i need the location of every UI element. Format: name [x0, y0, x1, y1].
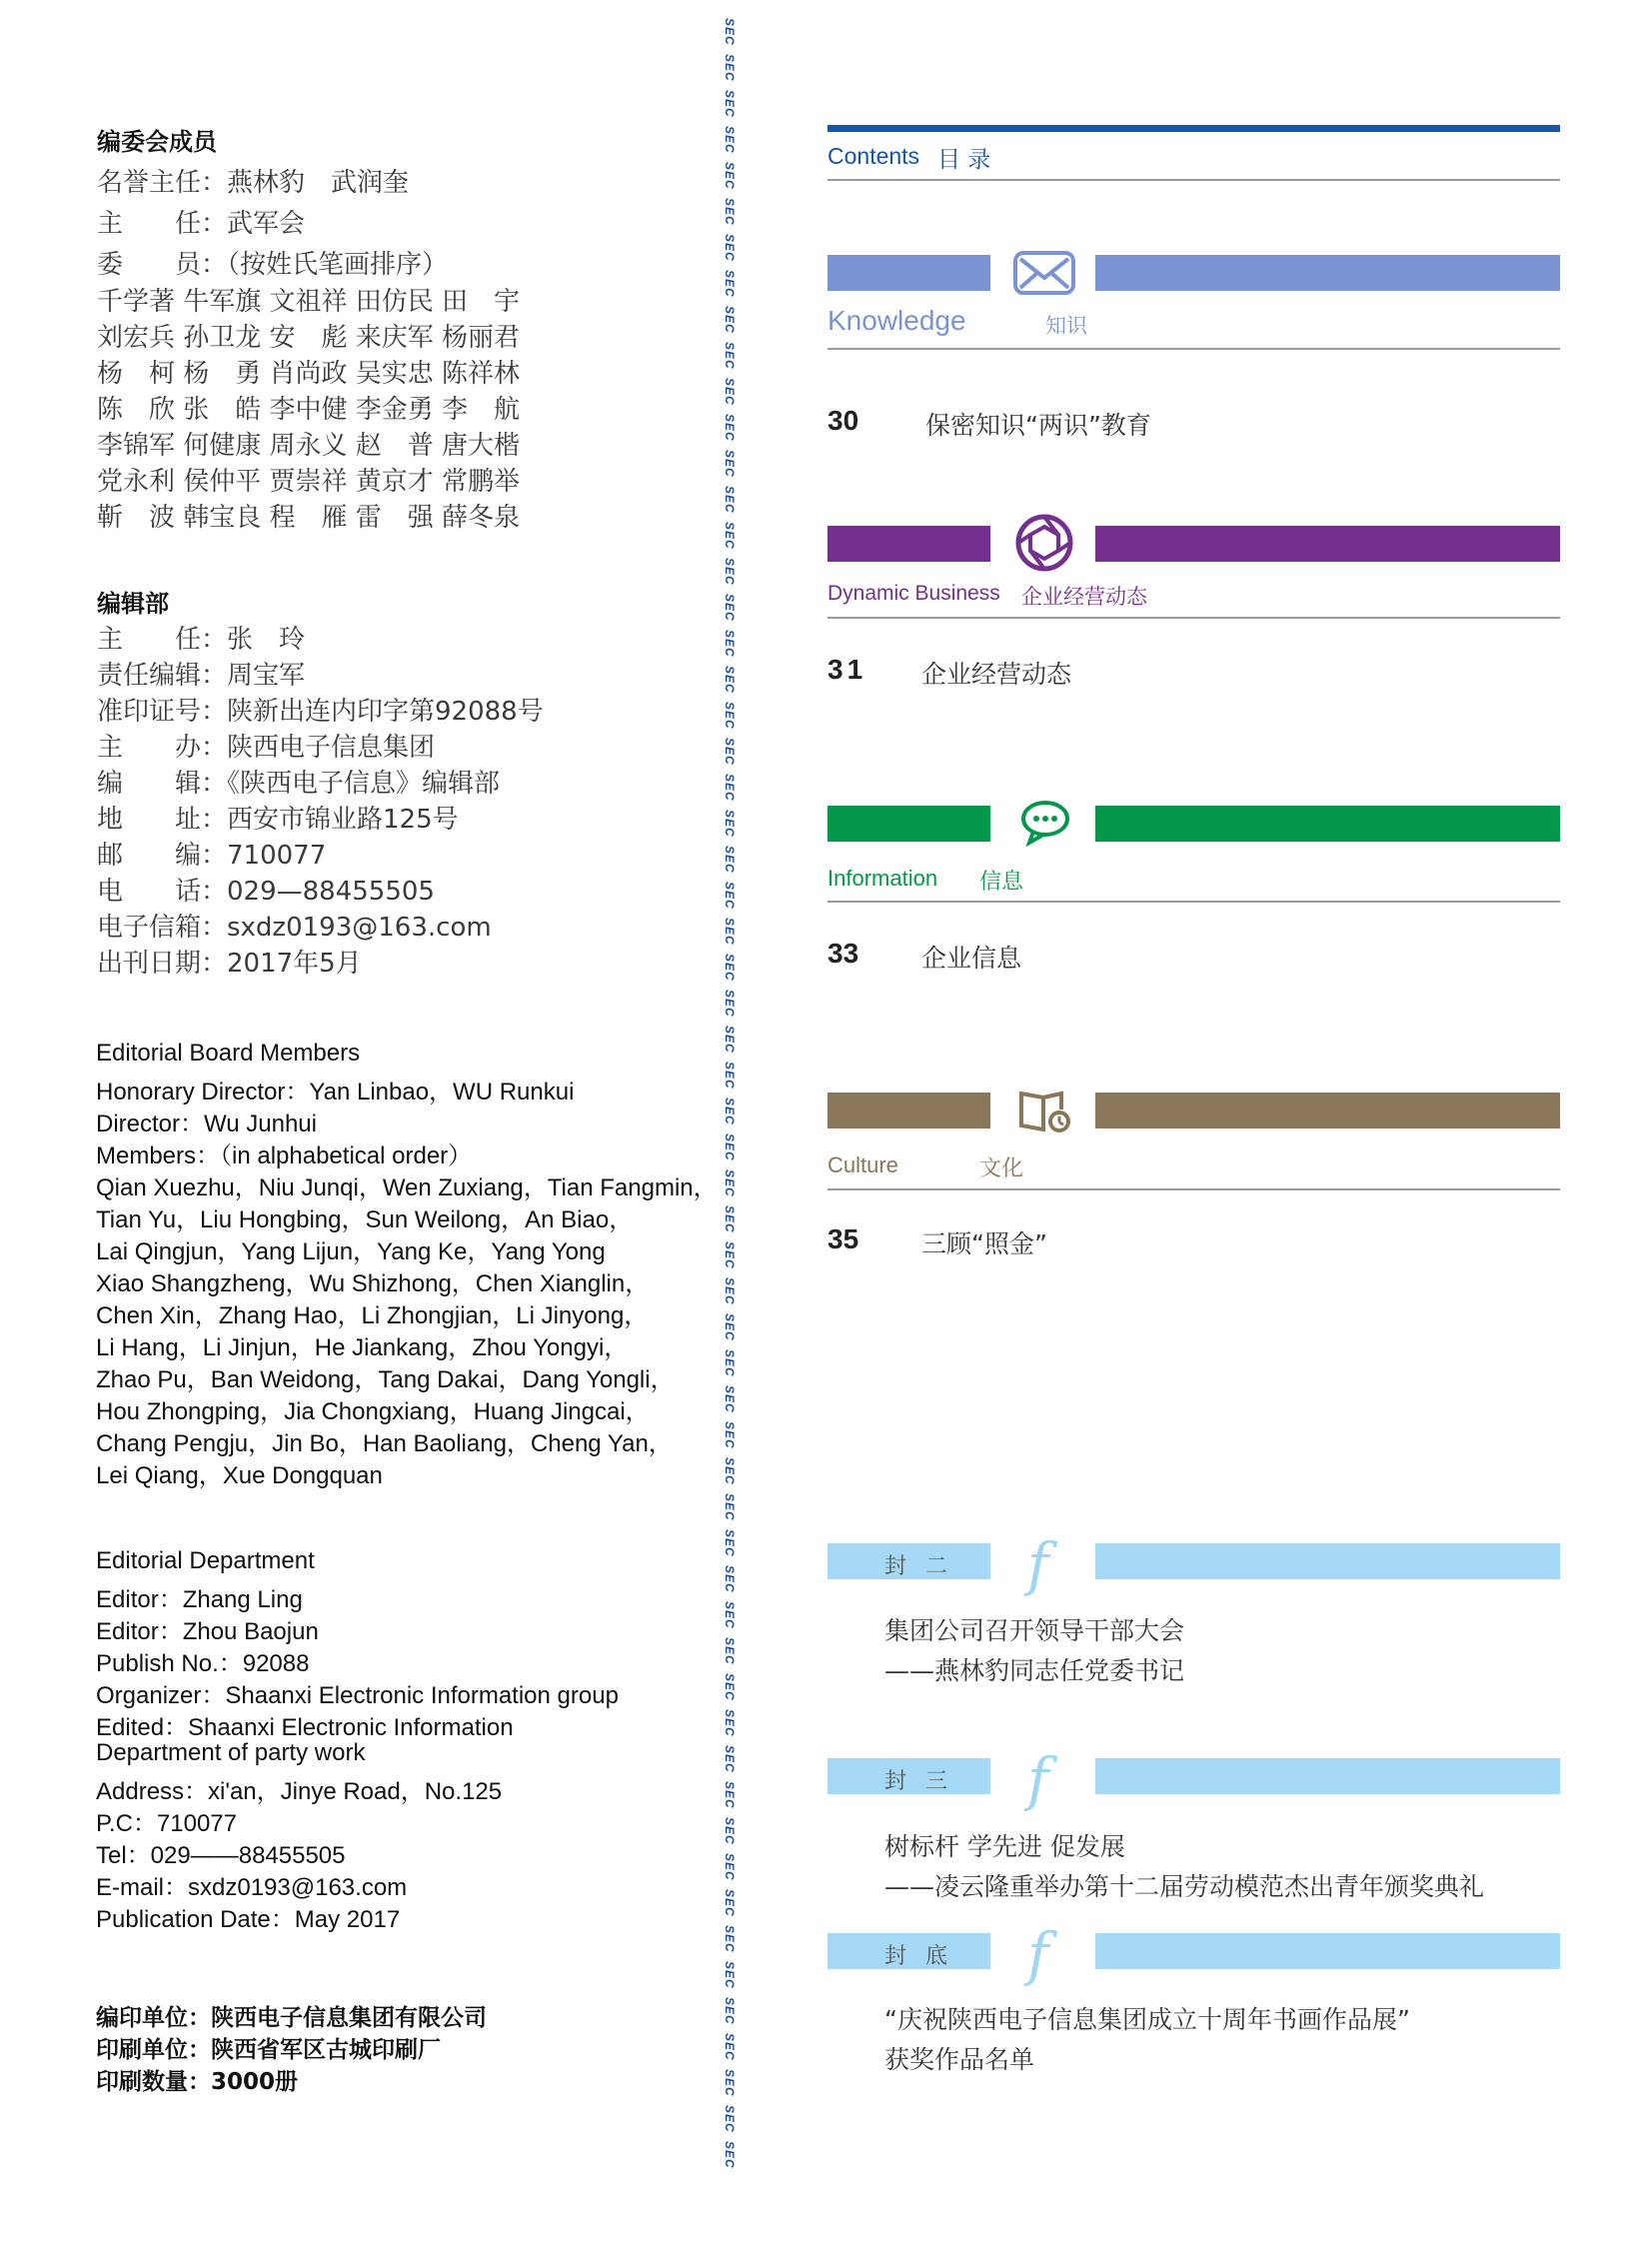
- section-bar-left: [827, 806, 990, 842]
- print-info-line: 编印单位：陕西电子信息集团有限公司: [96, 2005, 487, 2031]
- toc-page-number: 31: [827, 654, 867, 685]
- sec-mark: SEC: [723, 2033, 737, 2061]
- board-cn-line: 刘宏兵 孙卫龙 安 彪 来庆军 杨丽君: [97, 323, 521, 353]
- sec-mark: SEC: [723, 198, 737, 226]
- section-label-cn: 企业经营动态: [1021, 585, 1147, 609]
- editorial-en-line: Address：xi'an，Jinye Road，No.125: [96, 1778, 503, 1805]
- sec-mark: SEC: [723, 558, 737, 586]
- editorial-en-line: Department of party work: [96, 1739, 366, 1766]
- sec-mark: SEC: [723, 990, 737, 1018]
- f-letter-icon: f: [1027, 1530, 1049, 1598]
- sec-mark: SEC: [723, 738, 737, 766]
- sec-mark: SEC: [723, 918, 737, 946]
- sec-divider-strip: [720, 18, 740, 2217]
- aperture-icon: [1014, 513, 1074, 573]
- editorial-en-line: Publication Date：May 2017: [96, 1906, 401, 1933]
- board-en-line: Lai Qingjun，Yang Lijun，Yang Ke，Yang Yong: [96, 1238, 606, 1265]
- cover-bar-right: [1095, 1758, 1560, 1794]
- sec-mark: SEC: [723, 126, 737, 154]
- sec-mark: SEC: [723, 702, 737, 730]
- section-bar-left: [827, 526, 990, 562]
- cover-label: 封 三: [884, 1769, 953, 1794]
- editorial-cn-line: 主 任：张 玲: [97, 625, 306, 655]
- cover-line[interactable]: ——凌云隆重举办第十二届劳动模范杰出青年颁奖典礼: [884, 1872, 1485, 1901]
- sec-mark: SEC: [723, 270, 737, 298]
- sec-mark: SEC: [723, 1565, 737, 1593]
- editorial-en-line: Editor：Zhang Ling: [96, 1586, 303, 1613]
- envelope-icon: [1012, 250, 1076, 296]
- cover-line[interactable]: 集团公司召开领导干部大会: [884, 1616, 1185, 1645]
- cover-bar-right: [1095, 1933, 1560, 1969]
- sec-mark: SEC: [723, 1961, 737, 1989]
- cover-line[interactable]: 获奖作品名单: [884, 2045, 1035, 2074]
- board-en-line: Qian Xuezhu，Niu Junqi，Wen Zuxiang，Tian Fangmin，: [96, 1174, 718, 1201]
- board-cn-heading: 编委会成员: [97, 128, 217, 156]
- editorial-cn-heading: 编辑部: [97, 590, 169, 618]
- sec-mark: SEC: [723, 810, 737, 838]
- sec-mark: SEC: [723, 2069, 737, 2097]
- sec-mark: SEC: [723, 1925, 737, 1953]
- cover-label: 封 底: [884, 1944, 953, 1969]
- sec-mark: SEC: [723, 342, 737, 370]
- sec-mark: SEC: [723, 1529, 737, 1557]
- editorial-cn-line: 电 话：029—88455505: [97, 877, 435, 907]
- sec-mark: SEC: [723, 450, 737, 478]
- sec-mark: SEC: [723, 594, 737, 622]
- sec-mark: SEC: [723, 1421, 737, 1449]
- sec-mark: SEC: [723, 1062, 737, 1090]
- board-en-line: Hou Zhongping，Jia Chongxiang，Huang Jingcai，: [96, 1398, 650, 1425]
- board-en-line: Honorary Director：Yan Linbao，WU Runkui: [96, 1079, 575, 1106]
- board-en-line: Li Hang，Li Jinjun，He Jiankang，Zhou Yongyi，: [96, 1334, 629, 1361]
- editorial-en-line: Editorial Department: [96, 1547, 315, 1574]
- f-letter-icon: f: [1027, 1745, 1049, 1813]
- sec-mark: SEC: [723, 1205, 737, 1233]
- sec-mark: SEC: [723, 1493, 737, 1521]
- section-rule: [827, 1188, 1560, 1190]
- board-cn-line: 李锦军 何健康 周永义 赵 普 唐大楷: [97, 431, 521, 461]
- section-rule: [827, 617, 1560, 619]
- sec-mark: SEC: [723, 1997, 737, 2025]
- board-cn-line: 名誉主任：燕林豹 武润奎: [97, 168, 410, 198]
- sec-mark: SEC: [723, 18, 737, 46]
- toc-article-title[interactable]: 企业经营动态: [921, 660, 1072, 689]
- sec-mark: SEC: [723, 954, 737, 982]
- sec-mark: SEC: [723, 1277, 737, 1305]
- cover-line[interactable]: 树标杆 学先进 促发展: [884, 1832, 1125, 1861]
- sec-mark: SEC: [723, 1637, 737, 1665]
- sec-mark: SEC: [723, 1385, 737, 1413]
- sec-mark: SEC: [723, 1781, 737, 1809]
- editorial-en-line: Organizer：Shaanxi Electronic Information group: [96, 1682, 619, 1709]
- sec-mark: SEC: [723, 1709, 737, 1737]
- book-icon: [1017, 1088, 1073, 1135]
- cover-line[interactable]: ——燕林豹同志任党委书记: [884, 1656, 1185, 1685]
- sec-mark: SEC: [723, 1169, 737, 1197]
- board-cn-line: 主 任：武军会: [97, 209, 306, 239]
- section-bar-right: [1095, 806, 1560, 842]
- sec-mark: SEC: [723, 1241, 737, 1269]
- section-rule: [827, 348, 1560, 350]
- sec-mark: SEC: [723, 162, 737, 190]
- section-label-cn: 文化: [979, 1156, 1024, 1181]
- board-en-line: Zhao Pu，Ban Weidong，Tang Dakai，Dang Yongli，: [96, 1366, 675, 1393]
- toc-article-title[interactable]: 保密知识“两识”教育: [925, 411, 1151, 440]
- board-en-line: Chen Xin，Zhang Hao，Li Zhongjian，Li Jinyong，: [96, 1302, 649, 1329]
- sec-mark: SEC: [723, 846, 737, 874]
- board-en-line: Tian Yu，Liu Hongbing，Sun Weilong，An Biao，: [96, 1206, 634, 1233]
- editorial-en-line: E-mail：sxdz0193@163.com: [96, 1874, 408, 1901]
- cover-line[interactable]: “庆祝陕西电子信息集团成立十周年书画作品展”: [884, 2005, 1410, 2034]
- sec-mark: SEC: [723, 1673, 737, 1701]
- sec-mark: SEC: [723, 486, 737, 514]
- contents-top-bar: [827, 125, 1560, 132]
- sec-mark: SEC: [723, 1745, 737, 1773]
- section-bar-left: [827, 1093, 990, 1128]
- editorial-en-line: P.C：710077: [96, 1810, 237, 1837]
- section-label-en: Information: [827, 866, 938, 891]
- board-en-line: Lei Qiang，Xue Dongquan: [96, 1462, 383, 1489]
- sec-mark: SEC: [723, 666, 737, 694]
- section-rule: [827, 901, 1560, 903]
- toc-article-title[interactable]: 企业信息: [921, 944, 1022, 973]
- print-info-line: 印刷单位：陕西省军区古城印刷厂: [96, 2037, 441, 2063]
- sec-mark: SEC: [723, 882, 737, 910]
- editorial-cn-line: 编 辑：《陕西电子信息》编辑部: [97, 769, 501, 799]
- cover-label: 封 二: [884, 1554, 953, 1579]
- board-cn-line: 党永利 侯仲平 贾崇祥 黄京才 常鹏举: [97, 467, 521, 497]
- sec-mark: SEC: [723, 1026, 737, 1054]
- sec-mark: SEC: [723, 378, 737, 406]
- toc-page-number: 33: [827, 938, 859, 969]
- toc-page-number: 35: [827, 1223, 859, 1254]
- chat-bubble-icon: [1019, 799, 1071, 847]
- section-label-en: Knowledge: [827, 305, 966, 336]
- section-bar-right: [1095, 255, 1560, 291]
- contents-title-rule: [827, 179, 1560, 181]
- section-label-cn: 知识: [1045, 314, 1087, 338]
- sec-mark: SEC: [723, 774, 737, 802]
- board-cn-line: 陈 欣 张 皓 李中健 李金勇 李 航: [97, 395, 521, 425]
- editorial-cn-line: 主 办：陕西电子信息集团: [97, 733, 436, 763]
- editorial-cn-line: 责任编辑：周宝军: [97, 661, 306, 691]
- print-info-line: 印刷数量：3000册: [96, 2069, 299, 2095]
- sec-mark: SEC: [723, 1349, 737, 1377]
- section-bar-right: [1095, 526, 1560, 562]
- toc-article-title[interactable]: 三顾“照金”: [921, 1229, 1047, 1258]
- board-cn-line: 靳 波 韩宝良 程 雁 雷 强 薛冬泉: [97, 503, 521, 533]
- editorial-en-line: Editor：Zhou Baojun: [96, 1618, 319, 1645]
- sec-mark: SEC: [723, 414, 737, 442]
- sec-mark: SEC: [723, 1133, 737, 1161]
- sec-mark: SEC: [723, 1853, 737, 1881]
- editorial-cn-line: 出刊日期：2017年5月: [97, 949, 362, 979]
- sec-mark: SEC: [723, 2141, 737, 2169]
- sec-mark: SEC: [723, 2105, 737, 2133]
- cover-bar-right: [1095, 1543, 1560, 1579]
- sec-mark: SEC: [723, 1313, 737, 1341]
- board-en-line: Editorial Board Members: [96, 1040, 361, 1067]
- sec-mark: SEC: [723, 1817, 737, 1845]
- board-cn-line: 杨 柯 杨 勇 肖尚政 吴实忠 陈祥林: [97, 359, 521, 389]
- board-cn-line: 千学著 牛军旗 文祖祥 田仿民 田 宇: [97, 287, 521, 317]
- board-cn-line: 委 员：（按姓氏笔画排序）: [97, 250, 449, 280]
- sec-mark: SEC: [723, 90, 737, 118]
- sec-mark: SEC: [723, 1601, 737, 1629]
- sec-mark: SEC: [723, 234, 737, 262]
- contents-title-en: Contents: [827, 143, 920, 169]
- contents-title-cn: 目 录: [937, 147, 991, 173]
- editorial-en-line: Edited：Shaanxi Electronic Information: [96, 1714, 514, 1741]
- sec-mark: SEC: [723, 522, 737, 550]
- sec-mark: SEC: [723, 54, 737, 82]
- toc-page-number: 30: [827, 405, 859, 436]
- section-label-cn: 信息: [979, 870, 1024, 895]
- editorial-cn-line: 地 址：西安市锦业路125号: [97, 805, 459, 835]
- board-en-line: Director：Wu Junhui: [96, 1111, 317, 1137]
- board-en-line: Members：（in alphabetical order）: [96, 1142, 473, 1169]
- section-label-en: Culture: [827, 1152, 898, 1177]
- editorial-cn-line: 准印证号：陕新出连内印字第92088号: [97, 697, 544, 727]
- sec-mark: SEC: [723, 1457, 737, 1485]
- editorial-cn-line: 电子信箱：sxdz0193@163.com: [97, 913, 492, 943]
- editorial-en-line: Tel：029——88455505: [96, 1842, 346, 1869]
- board-en-line: Chang Pengju，Jin Bo，Han Baoliang，Cheng Yan，: [96, 1430, 673, 1457]
- section-bar-left: [827, 255, 990, 291]
- editorial-cn-line: 邮 编：710077: [97, 841, 327, 871]
- section-bar-right: [1095, 1093, 1560, 1128]
- sec-mark: SEC: [723, 1889, 737, 1917]
- section-label-en: Dynamic Business: [827, 582, 1000, 605]
- sec-mark: SEC: [723, 306, 737, 334]
- sec-mark: SEC: [723, 630, 737, 658]
- sec-mark: SEC: [723, 1098, 737, 1125]
- f-letter-icon: f: [1027, 1920, 1049, 1988]
- editorial-en-line: Publish No.：92088: [96, 1650, 310, 1677]
- board-en-line: Xiao Shangzheng，Wu Shizhong，Chen Xianglin，: [96, 1270, 650, 1297]
